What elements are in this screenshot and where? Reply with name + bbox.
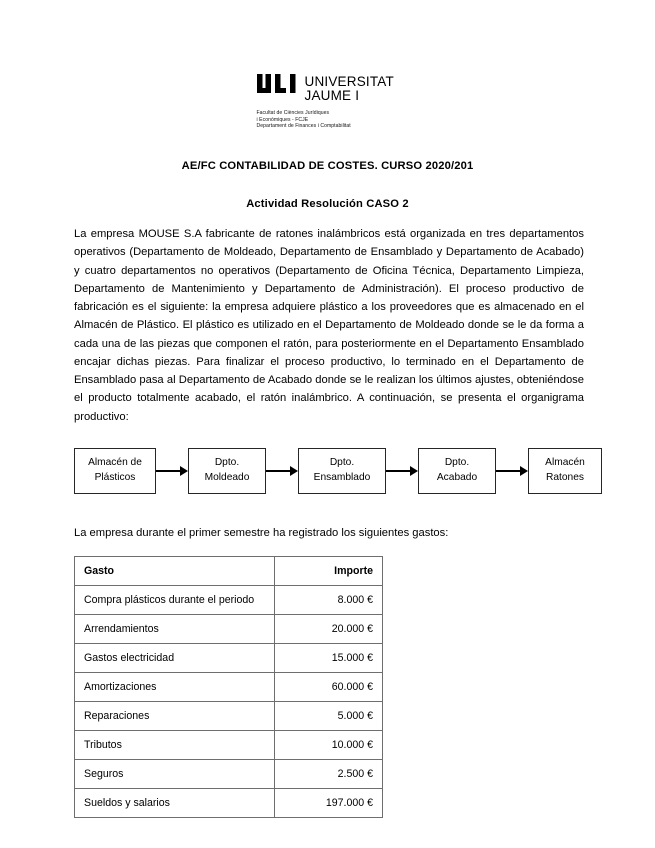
document-body	[0, 225, 655, 426]
table-cell-gasto: Reparaciones	[75, 702, 275, 731]
table-cell-gasto: Sueldos y salarios	[75, 789, 275, 818]
table-row	[75, 702, 383, 731]
table-cell-importe: 197.000 €	[275, 789, 383, 818]
production-flow-diagram	[0, 448, 655, 494]
table-cell-importe: 8.000 €	[275, 586, 383, 615]
uji-logo-mark-icon	[257, 74, 298, 103]
table-cell-importe: 10.000 €	[275, 731, 383, 760]
table-row	[75, 644, 383, 673]
flow-box-line1: Dpto.	[214, 457, 240, 469]
flow-box-line2: Ratones	[546, 471, 584, 483]
uji-faculty-line1: Facultat de Ciències Jurídiques	[256, 110, 330, 116]
arrow-right-icon	[266, 465, 298, 477]
table-cell-importe: 60.000 €	[275, 673, 383, 702]
flow-box-dpto-moldeado	[188, 448, 266, 494]
flow-box-almacen-ratones	[528, 448, 602, 494]
table-row	[75, 760, 383, 789]
uji-faculty-info	[257, 110, 351, 130]
expenses-table	[74, 556, 383, 818]
uji-logo-wordmark	[305, 74, 394, 103]
uji-logo-line2: JAUME I	[304, 87, 360, 103]
table-cell-gasto: Arrendamientos	[75, 615, 275, 644]
flow-box-almacen-plasticos	[74, 448, 156, 494]
table-cell-importe: 15.000 €	[275, 644, 383, 673]
table-cell-importe: 2.500 €	[275, 760, 383, 789]
table-row	[75, 673, 383, 702]
flow-box-dpto-ensamblado	[298, 448, 386, 494]
expenses-table-wrap	[0, 556, 655, 818]
flow-box-line2: Plásticos	[94, 471, 136, 483]
intro-paragraph: La empresa MOUSE S.A fabricante de ratones inalámbricos está organizada en tres departamentos operativos (Departamento de Moldeado, Departamento de Ensamblado y Departamento de Acabado) y cuatro departamentos no operativos (Departamento de Oficina Técnica, Departamento Limpieza, Departamento de Mantenimiento y Departamento de Administración). El proceso productivo de fabricación es el siguiente: la empresa adquiere plástico a los proveedores que es almacenado en el Almacén de Plástico. El plástico es utilizado en el Departamento de Moldeado donde se le da forma a cada una de las piezas que componen el ratón, para posteriormente en el Departamento Ensamblado encajar dichas piezas. Para finalizar el proceso productivo, lo terminado en el Departamento de Ensamblado pasa al Departamento de Acabado donde se le realizan los últimos ajustes, obteniéndose el producto totalmente acabado, el ratón inalámbrico. A continuación, se presenta el organigrama productivo:	[74, 228, 584, 423]
table-row	[75, 615, 383, 644]
document-header	[0, 0, 655, 130]
uji-logo	[257, 74, 407, 130]
uji-logo-top	[257, 74, 394, 103]
table-row	[75, 731, 383, 760]
flow-box-dpto-acabado	[418, 448, 496, 494]
flow-box-line2: Moldeado	[204, 471, 250, 483]
uji-logo-line1: UNIVERSITAT	[304, 74, 394, 89]
table-cell-gasto: Amortizaciones	[75, 673, 275, 702]
arrow-right-icon	[496, 465, 528, 477]
table-row	[75, 586, 383, 615]
flow-box-line1: Almacén	[545, 457, 585, 469]
table-intro-text: La empresa durante el primer semestre ha registrado los siguientes gastos:	[74, 526, 449, 539]
arrow-right-icon	[156, 465, 188, 477]
flow-box-line1: Dpto.	[329, 457, 355, 469]
table-cell-gasto: Tributos	[75, 731, 275, 760]
table-intro-wrap	[0, 524, 655, 542]
table-row	[75, 789, 383, 818]
document-subtitle: Actividad Resolución CASO 2	[246, 198, 409, 211]
table-header-gasto: Gasto	[75, 557, 275, 586]
document-title: AE/FC CONTABILIDAD DE COSTES. CURSO 2020/201	[181, 160, 474, 173]
uji-department-line: Departament de Finances i Comptabilitat	[256, 123, 351, 130]
table-header-row	[75, 557, 383, 586]
table-cell-importe: 5.000 €	[275, 702, 383, 731]
flow-box-line2: Acabado	[436, 471, 478, 483]
flow-box-line2: Ensamblado	[313, 471, 371, 483]
flow-box-line1: Almacén de	[88, 457, 142, 469]
arrow-right-icon	[386, 465, 418, 477]
table-cell-importe: 20.000 €	[275, 615, 383, 644]
uji-faculty-line2: i Econòmiques - FCJE	[256, 116, 309, 123]
table-cell-gasto: Seguros	[75, 760, 275, 789]
table-header-importe: Importe	[275, 557, 383, 586]
flow-box-line1: Dpto.	[444, 457, 470, 469]
table-cell-gasto: Gastos electricidad	[75, 644, 275, 673]
table-cell-gasto: Compra plásticos durante el periodo	[75, 586, 275, 615]
